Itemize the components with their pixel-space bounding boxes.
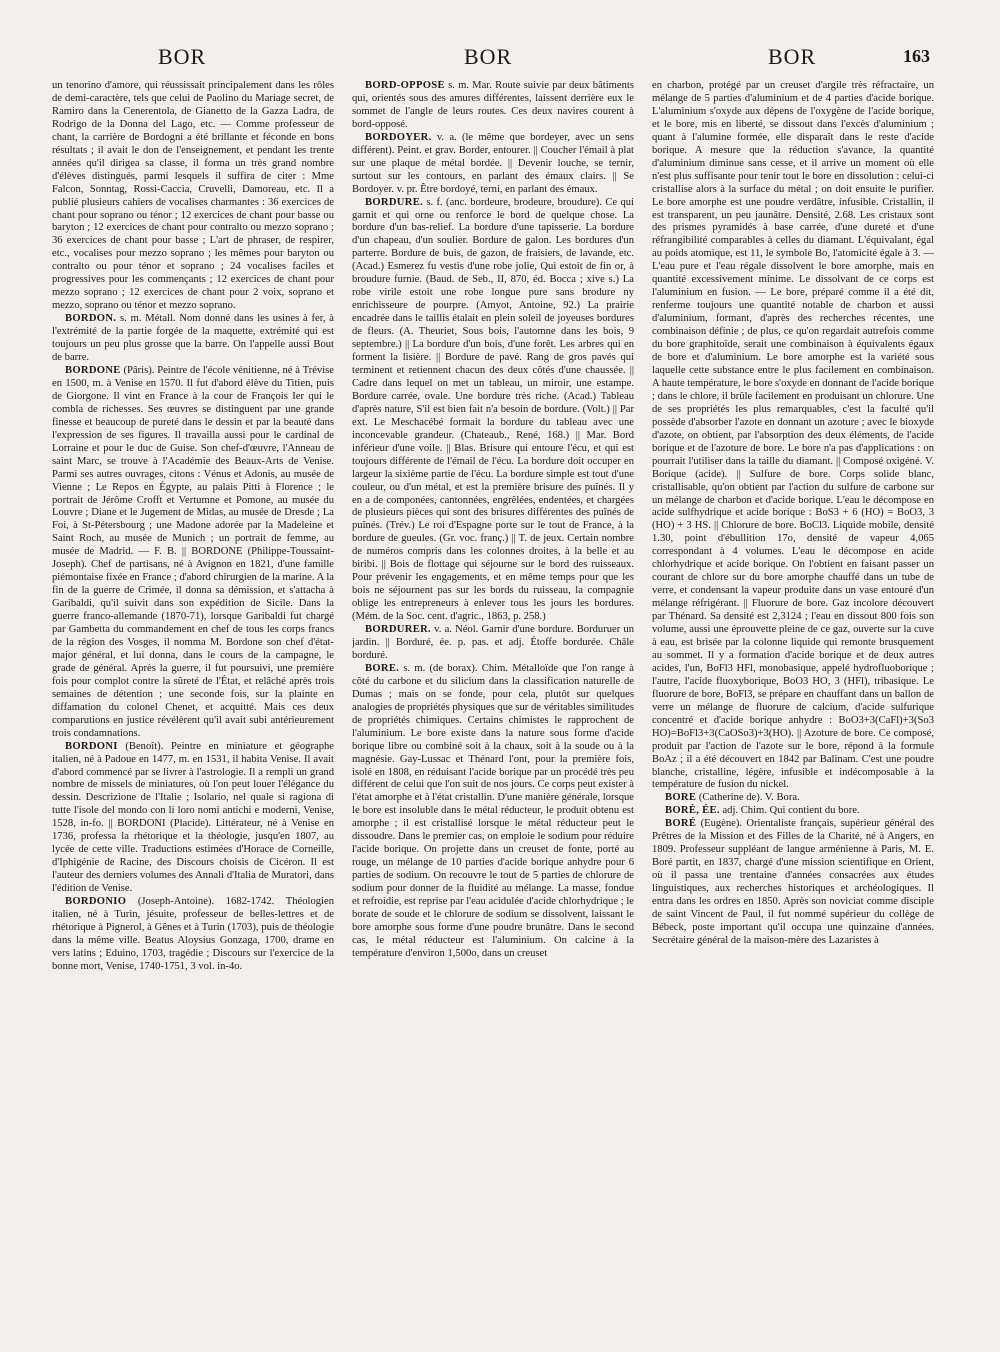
dictionary-entry [352,663,634,961]
entry-headword: BORÉ [665,818,697,830]
entry-text: v. a. Néol. Garnir d'une bordure. Borduruer un jardin. || Borduré, ée. p. pas. et adj. Étoffe bordurée. Châle borduré. [352,624,634,661]
entry-headword: BORDURE. [365,196,424,208]
entry-headword: BORE. [365,662,400,674]
entry-headword: BORDURER. [365,624,431,636]
dictionary-entry [352,197,634,624]
entry-text: un tenorino d'amore, qui réussissait principalement dans les rôles de demi-caractère, tels que celui de Paolino du Mariage secret, de Ramiro dans la Cenerentola, de Gianetto de la Gazza Ladra, de Rodrigo de la Donna del Lago, etc. — Comme professeur de chant, la carrière de Bordogni a été brillante et féconde en bons résultats ; il avait le don de l'enseignement, et pendant les trente années qu'il dirigea sa classe, il forma un très grand nombre d'élèves distingués, parmi lesquels il suffira de citer : Mme Falcon, Sonntag, Rossi-Caccia, Cruvelli, Damoreau, etc. Il a publié plusieurs cahiers de vocalises charmantes : 36 exercices de chant pour soprano ou ténor ; 12 exercices de chant pour basse ou baryton ; 12 exercices de chant pour contralto ou mezzo soprano ; 36 exercices de chant pour basse ; L'art de phraser, de respirer, etc., vocalises pour mezzo soprano ; les mêmes pour baryton ou contralto ou pour ténor et soprano ; 24 vocalises faciles et progressives pour les commençants ; 12 exercices de chant pour mezzo soprano ; 12 exercices de chant pour 2 voix, soprano et mezzo, soprano ou ténor et mezzo soprano. [52,80,334,312]
text-columns [52,80,934,1340]
dictionary-entry [52,896,334,974]
column-1 [52,80,334,1340]
entry-text: (Eugène). Orientaliste français, supérieur général des Prêtres de la Mission et des Filles de la Charité, né à Angers, en 1809. Professeur suppléant de langue arménienne à Paris, M. E. Boré partit, en 1837, chargé d'une mission scientifique en Orient, où il passa une trentaine d'années consacrées aux études linguistiques, aux recherches historiques et archéologiques. Il entra dans les ordres en 1850. Après son noviciat comme disciple de saint Vincent de Paul, il fut nommé supérieur du collège de Bébeck, poste important qu'il occupa une quinzaine d'années. Secrétaire général de la maison-mère des Lazaristes à [652,818,934,946]
column-2 [352,80,634,1340]
entry-text: s. f. (anc. bordeure, brodeure, broudure). Ce qui garnit et qui orne ou renforce le bord de quelque chose. La bordure d'un bas-relief. La bordure d'une tapisserie. La bordure d'un chapeau, d'un soulier. Bordure de galon. Les bordures d'un parterre. Bordure de buis, de gazon, de fraisiers, de lavande, etc. (Acad.) Esmerez fu vestis d'une robe jolie, Qui estoit de fin or, à broudure furnie. (Baud. de Seb., II, 870, éd. Bocca ; xive s.) La robe virile estoit une robe longue pure sans brodure ny enrichisseure de pourpre. (Amyot, Antoine, 92.) La prairie encadrée dans le taillis étalait en plein soleil de joyeuses bordures de fleurs. (A. Theuriet, Sous bois, l'automne dans les bois, 9 septembre.) || La bordure d'un bois, d'une forêt. Les arbres qui en forment la lisière. || Bordure de pavé. Rang de gros pavés qui terminent et retiennent chacun des deux côtés d'une chaussée. || Cadre dans lequel on met un tableau, un miroir, une estampe. Bordure carrée, ovale. Une bordure très riche. (Acad.) Tableau d'après nature, S'il est bien fait n'a besoin de bordure. (Volt.) || Par ext. Le Meschacébé formait la bordure du tableau avec une inconcevable grandeur. (Chateaub., René, 168.) || Mar. Bord inférieur d'une voile. || Blas. Brisure qui entoure l'écu, et qui est toujours différente de l'émail de l'écu. La bordure doit occuper en largeur la sixième partie de l'écu. La bordure simple est tout d'une couleur, ou d'un métal, et est la première brisure des puînés. Il y en a de componées, cantonnées, engrêlées, endentées, et chargées de plusieurs pièces qui sont des brisures différentes des puînés de puînés. (Trév.) Le roi d'Espagne porte sur le tout de France, à la bordure de gueules. (Gr. voc. franç.) || T. de jeux. Certain nombre de numéros compris dans les colonnes droites, à la belle et au biribi. || Bois de flottage qui séjourne sur le bord des ruisseaux. Pour prévenir les engagements, et en même temps pour que les bois ne séjournent pas sur les bords du ruisseau, la compagnie oblige les entrepreneurs à enlever tous les jours les bordures. (Mém. de la Soc. cent. d'agric., 1863, p. 258.) [352,196,634,623]
entry-text: (Catherine de). V. Bora. [698,792,800,804]
dictionary-entry [652,792,934,805]
entry-headword: BORÉ, ÉE. [665,805,720,817]
entry-text: s. m. Métall. Nom donné dans les usines à fer, à l'extrémité de la partie forgée de la maquette, extrémité qui est toujours un peu plus grosse que la barre. On l'appelle aussi Bout de barre. [52,313,334,364]
dictionary-entry [52,80,334,313]
dictionary-entry [52,365,334,741]
entry-headword: BORDONI [65,740,118,752]
dictionary-entry [652,818,934,948]
entry-text: (Benoît). Peintre en miniature et géographe italien, né à Padoue en 1477, m. en 1531, il habita Venise. Il avait d'abord commencé par se livrer à l'astrologie. Il a rempli un grand nombre de missels de miniatures, où l'on peut louer l'élégance du dessin. Descrizione de l'Italie ; Isolario, nel quale si ragiona di tutte l'isole del mondo con li loro nomi antichi e moderni, Venise, 1528, in-fo. || BORDONI (Placide). Littérateur, né à Venise en 1736, professa la rhétorique et la théologie, jusqu'en 1807, au lycée de cette ville. Traductions estimées d'Horace de Corneille, d'Iphigénie de Racine, des Discours choisis de Cicéron. Il est l'auteur des derniers volumes des Annali d'Italia de Muratori, dans l'édition de Venise. [52,740,334,895]
dictionary-entry [352,80,634,132]
entry-text: en charbon, protégé par un creuset d'argile très réfractaire, un mélange de 5 parties d'aluminium et de 4 parties d'acide borique. L'aluminium s'oxyde aux dépens de l'oxygène de l'acide borique, et le bore, mis en liberté, se dissout dans l'excès d'aluminium ; quant à l'alumine formée, elle disparaît dans le reste d'acide borique. A mesure que la réduction s'avance, la quantité d'aluminium diminue sans cesse, et il arrive un moment où elle n'est plus suffisante pour tenir tout le bore en dissolution : celui-ci cristallise alors à la surface du métal ; on doit ensuite le purifier. Le bore amorphe est une poudre verdâtre, infusible. Cristallin, il est transparent, un peu jaunâtre. Densité, 2.68. Les cristaux sont des prismes pyramidés à base carrée, d'une dureté et d'une réfrangibilité comparables à celles du diamant. L'équivalant, égal au poids atomique, est 11, le symbole Bo, l'atomicité égale à 3. — L'eau pure et l'eau régale dissolvent le bore amorphe, mais en quantité excessivement minime. Le dissolvant de ce corps est l'aluminium en fusion. — Le bore, préparé comme il a été dit, renferme toujours une quantité notable de charbon et aussi d'aluminium, formant, d'après des recherches récentes, une combinaison définie ; de plus, ce qu'on regardait autrefois comme du bore graphitoïde, serait une combinaison à équivalents égaux de bore et d'aluminium. Le bore amorphe est la variété sous laquelle cette substance entre le plus facilement en combinaison. A haute température, le bore s'oxyde en donnant de l'acide borique ; dans le chlore, il brûle facilement en produisant un chlorure. Une de ses propriétés les plus remarquables, c'est la faculté qu'il possède d'absorber l'azote en donnant un azoture ; avec le bioxyde d'azote, on obtient, par l'absorption des deux éléments, de l'acide borique et de l'azoture de bore. Le bore n'a pas d'applications : on pourrait l'utiliser dans la taille du diamant. || Composé oxigéné. V. Borique (acide). || Sulfure de bore. Corps solide blanc, cristallisable, qu'on obtient par l'action du sulfure de carbone sur un mélange de charbon et d'acide borique. L'eau le décompose en acide sulfhydrique et acide borique : BoS3 + 6 (HO) = BoO3, 3 (HO) + 3 HS. || Chlorure de bore. BoCl3. Liquide mobile, densité 1.30, point d'ébullition 17o, densité de vapeur 4,065 correspondant à 4 volumes. L'eau le décompose en acide chlorhydrique et acide borique. On l'obtient en faisant passer un courant de chlore sur du bore amorphe chauffé dans un tube de verre, et condensant la vapeur produite dans un vase entouré d'un mélange réfrigérant. || Fluorure de bore. Gaz incolore découvert par Thénard. Sa densité est 2,3124 ; l'eau en dissout 800 fois son volume, aussi une éprouvette pleine de ce gaz, ouverte sur la cuve à eau, est brisée par la colonne liquide qui remonte brusquement au sommet. Il y a formation d'acide borique et de deux autres acides, l'un, BoFl3 HFl, monobasique, appelé hydrofluoborique ; l'autre, l'acide fluoxyborique, BoO3 HO, 3 (HFl), tribasique. Le fluorure de bore, BoFl3, se prépare en chauffant dans un ballon de verre un mélange de fluorure de calcium, d'acide sulfurique concentré et d'acide borique anhydre : BoO3+3(CaFl)+3(So3 HO)=BoFl3+3(CaOSo3)+3(HO). || Azoture de bore. Ce composé, produit par l'action de l'azote sur le bore, répond à la formule BoAz ; il a été découvert en 1842 par Balinam. C'est une poudre blanche, cristalline, légère, infusible et indécomposable à la température de fusion du nickel. [652,80,934,791]
entry-text: v. a. (le même que bordeyer, avec un sens différent). Peint. et grav. Border, entourer. || Coucher l'émail à plat sur une plaque de métal bordée. || Devenir louche, se ternir, surtout sur les contours, en parlant des émaux clairs. || Se Bordoyer. v. pr. Être bordoyé, terni, en parlant des émaux. [352,131,634,195]
dictionary-entry [52,313,334,365]
dictionary-entry [352,132,634,197]
entry-text: adj. Chim. Qui contient du bore. [722,805,860,817]
entry-headword: BORDOYER. [365,131,432,143]
entry-text: (Pâris). Peintre de l'école vénitienne, né à Trévise en 1500, m. à Venise en 1570. Il fut d'abord élève du Titien, puis de Giorgone. Il vint en France à la cour de François Ier qui le combla de richesses. Ses œuvres se distinguent par une grande finesse et beaucoup de pureté dans le dessin et par la beauté dans l'expression de ses figures. Il travailla aussi pour le cardinal de Lorraine et pour le duc de Guise. Son chef-d'œuvre, l'Anneau de saint Marc, se trouve à l'Académie des Beaux-Arts de Venise. Parmi ses autres ouvrages, citons : Vénus et Adonis, au musée de Vienne ; Le Repos en Égypte, au palais Pitti à Florence ; le portrait de Jérôme Crofft et Vertumne et Pomone, au musée du Louvre ; Diane et le Jugement de Midas, au musée de Dresde ; La Foi, à St-Pétersbourg ; une Madone adorée par la Madeleine et Saint Roch, au musée de Munich ; un portrait de femme, au musée de Madrid. — F. B. || BORDONE (Philippe-Toussaint-Joseph). Chef de partisans, né à Avignon en 1821, d'une famille piémontaise fixée en France ; d'abord chirurgien de la marine. A la fin de la guerre de Crimée, il donna sa démission, et s'attacha à Garibaldi, qu'il suivit dans son expédition de Sicile. Dans la guerre franco-allemande (1870-71), lorsque Garibaldi fut chargé par Gambetta du commandement en chef de tous les corps francs de la région des Vosges, il nomma M. Bordone son chef d'état-major général, et lui donna, dans le cours de la campagne, le grade de général. Après la guerre, il fut poursuivi, une première fois pour complot contre la sûreté de l'État, et relâché après trois semaines de détention ; une seconde fois, sur la plainte en diffamation du colonel Chenet, et acquitté. Mais ces deux comparutions en justice révélèrent qu'il avait subi antérieurement trois condamnations. [52,364,334,739]
header-guideword-right: BOR [768,44,817,69]
page-number: 163 [903,46,930,66]
dictionary-entry [352,624,634,663]
entry-headword: BORDONE [65,364,121,376]
column-3 [652,80,934,1340]
running-header [52,44,932,74]
entry-text: s. m. Mar. Route suivie par deux bâtiments qui, orientés sous des amures différentes, laissent derrière eux le sommet de l'angle de leurs routes. Ces deux navires courent à bord-opposé. [352,80,634,130]
dictionary-entry [652,80,934,792]
entry-headword: BORDON. [65,313,117,325]
entry-text: s. m. (de borax). Chim. Métalloïde que l'on range à côté du carbone et du silicium dans la classification naturelle de Dumas ; mais on se fonde, pour cela, plutôt sur quelques analogies de propriétés physiques que sur de véritables similitudes de propriétés chimiques. Certains chimistes le rapprochent de l'aluminium. Le bore existe dans la nature sous forme d'acide borique libre ou combiné soit à la chaux, soit à la soude ou à la magnésie. Gay-Lussac et Thénard l'ont, pour la première fois, isolé en 1808, en réduisant l'acide borique par un procédé très peu différent de celui que l'on suit de nos jours. Ce corps peut exister à l'état amorphe et à l'état cristallin. D'une manière générale, lorsque le bore est insoluble dans le métal réducteur, le produit obtenu est amorphe ; il est cristallisé lorsque le métal réducteur peut le dissoudre. Dans le premier cas, on emploie le sodium pour réduire l'acide borique. On projette dans un creuset de fonte, porté au rouge, un mélange de 10 parties d'acide borique anhydre pour 6 parties de sodium. On recouvre le tout de 5 parties de chlorure de sodium pour donner de la fluidité au mélange. La masse, fondue et refroidie, est reprise par l'eau acidulée d'acide chlorhydrique ; le borate de soude et le chlorure de sodium se dissolvent, laissant le bore amorphe sous forme d'une poudre brunâtre. Dans le second cas, le métal réducteur est l'aluminium. On calcine à la température d'environ 1,500o, dans un creuset [352,662,634,959]
dictionary-entry [52,741,334,896]
entry-headword: BORDONIO [65,896,127,908]
header-guideword-left: BOR [158,44,207,69]
entry-headword: BORD-OPPOSÉ [365,80,445,91]
header-guideword-center: BOR [464,44,513,69]
dictionary-entry [652,805,934,818]
entry-text: (Joseph-Antoine). 1682-1742. Théologien italien, né à Turin, jésuite, professeur de belles-lettres et de rhétorique à Pignerol, à Gênes et à Turin (1703), puis de théologie dans la même ville. Beatus Aloysius Gonzaga, 1700, drame en vers latins ; Eduino, 1703, tragédie ; Discours sur l'exercice de la bonne mort, Venise, 1740-1751, 3 vol. in-4o. [52,896,334,972]
entry-headword: BORE [665,792,697,804]
